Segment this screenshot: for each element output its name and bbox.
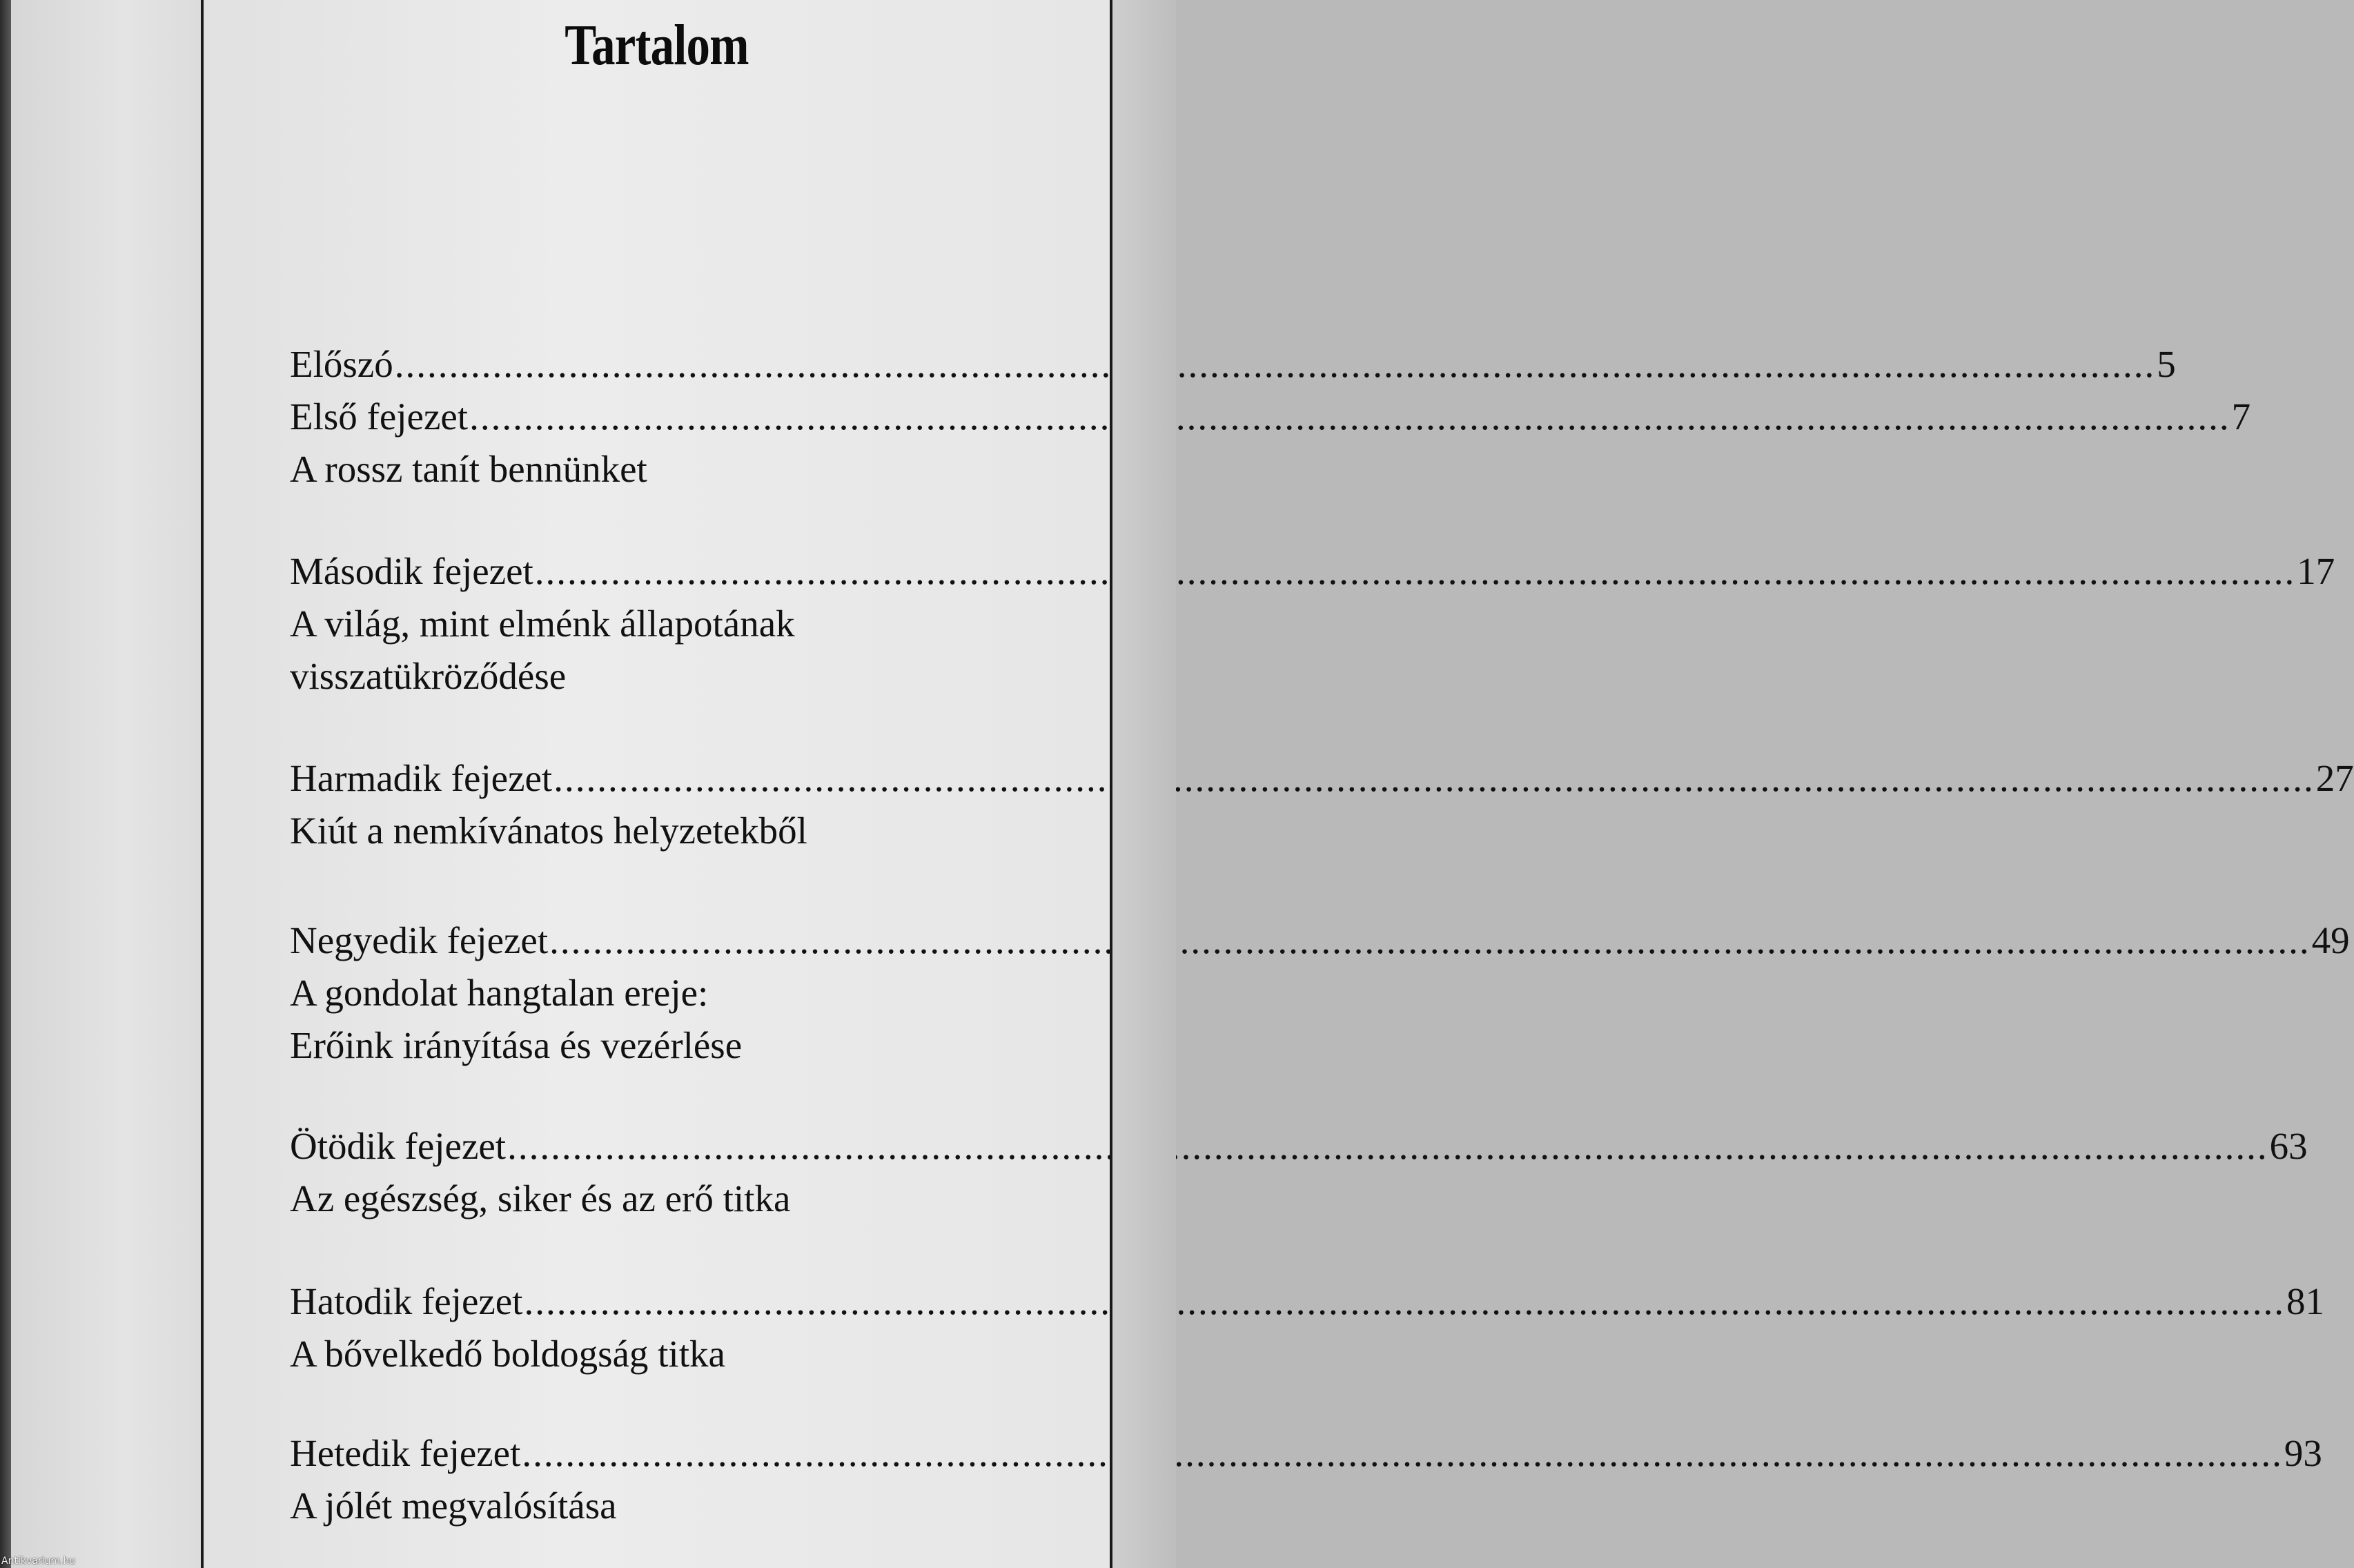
- toc-entry: [290, 914, 2350, 1072]
- toc-page-number: 81: [2286, 1280, 2324, 1322]
- right-background: [1112, 0, 1176, 1568]
- toc-entry: [290, 338, 2176, 391]
- toc-heading: Ötödik fejezet: [290, 1125, 507, 1167]
- toc-heading: Harmadik fejezet: [290, 757, 553, 799]
- toc-subtitle: A rossz tanít bennünket: [290, 448, 647, 490]
- dot-leader: [522, 1427, 2283, 1480]
- toc-subtitle: A gondolat hangtalan ereje:: [290, 972, 709, 1014]
- toc-entry-line: [290, 338, 2176, 391]
- toc-entry-line: [290, 914, 2350, 967]
- toc-heading: Negyedik fejezet: [290, 919, 549, 961]
- toc-entry-line: [290, 752, 2354, 805]
- toc-subtitle: Kiút a nemkívánatos helyzetekből: [290, 810, 807, 852]
- toc-entry-line: [290, 391, 2251, 443]
- toc-entry: [290, 1275, 2324, 1380]
- toc-page-number: 63: [2269, 1125, 2308, 1167]
- dot-leader: [507, 1120, 2268, 1173]
- dot-leader: [553, 752, 2315, 805]
- toc-page-number: 7: [2231, 395, 2251, 438]
- toc-heading: Hatodik fejezet: [290, 1280, 523, 1322]
- toc-heading: Előszó: [290, 343, 393, 385]
- toc-entry: [290, 391, 2251, 496]
- toc-entry-line: [290, 1275, 2324, 1328]
- toc-page-number: 93: [2284, 1432, 2322, 1474]
- toc-subtitle: visszatükröződése: [290, 655, 567, 697]
- facing-page-edge: [11, 0, 201, 1568]
- dot-leader: [524, 1275, 2285, 1328]
- dot-leader: [549, 914, 2311, 967]
- dot-leader: [469, 391, 2230, 443]
- toc-page-number: 5: [2157, 343, 2176, 385]
- toc-entry: [290, 1427, 2322, 1532]
- toc-subtitle: Az egészség, siker és az erő titka: [290, 1177, 791, 1219]
- toc-entry-line: [290, 1427, 2322, 1480]
- toc-entry: [290, 1120, 2308, 1225]
- dark-margin: [0, 0, 11, 1568]
- toc-page-number: 49: [2311, 919, 2350, 961]
- toc-subtitle: A világ, mint elménk állapotának: [290, 602, 795, 645]
- dot-leader: [535, 545, 2296, 598]
- dot-leader: [395, 338, 2156, 391]
- toc-entry: [290, 545, 2335, 703]
- toc-entry-line: [290, 1120, 2308, 1173]
- toc-heading: Második fejezet: [290, 550, 533, 592]
- toc-page-number: 17: [2297, 550, 2335, 592]
- toc-heading: Hetedik fejezet: [290, 1432, 521, 1474]
- toc-subtitle: Erőink irányítása és vezérlése: [290, 1024, 743, 1066]
- page-title: Tartalom: [565, 13, 749, 77]
- toc-entry-line: [290, 545, 2335, 598]
- toc-subtitle: A jólét megvalósítása: [290, 1484, 617, 1527]
- toc-heading: Első fejezet: [290, 395, 469, 438]
- toc-page-number: 27: [2315, 757, 2354, 799]
- watermark: Antikvarium.hu: [1, 1556, 76, 1567]
- toc-entry: [290, 752, 2354, 857]
- toc-subtitle: A bővelkedő boldogság titka: [290, 1333, 725, 1375]
- contents-page: [204, 0, 2354, 1568]
